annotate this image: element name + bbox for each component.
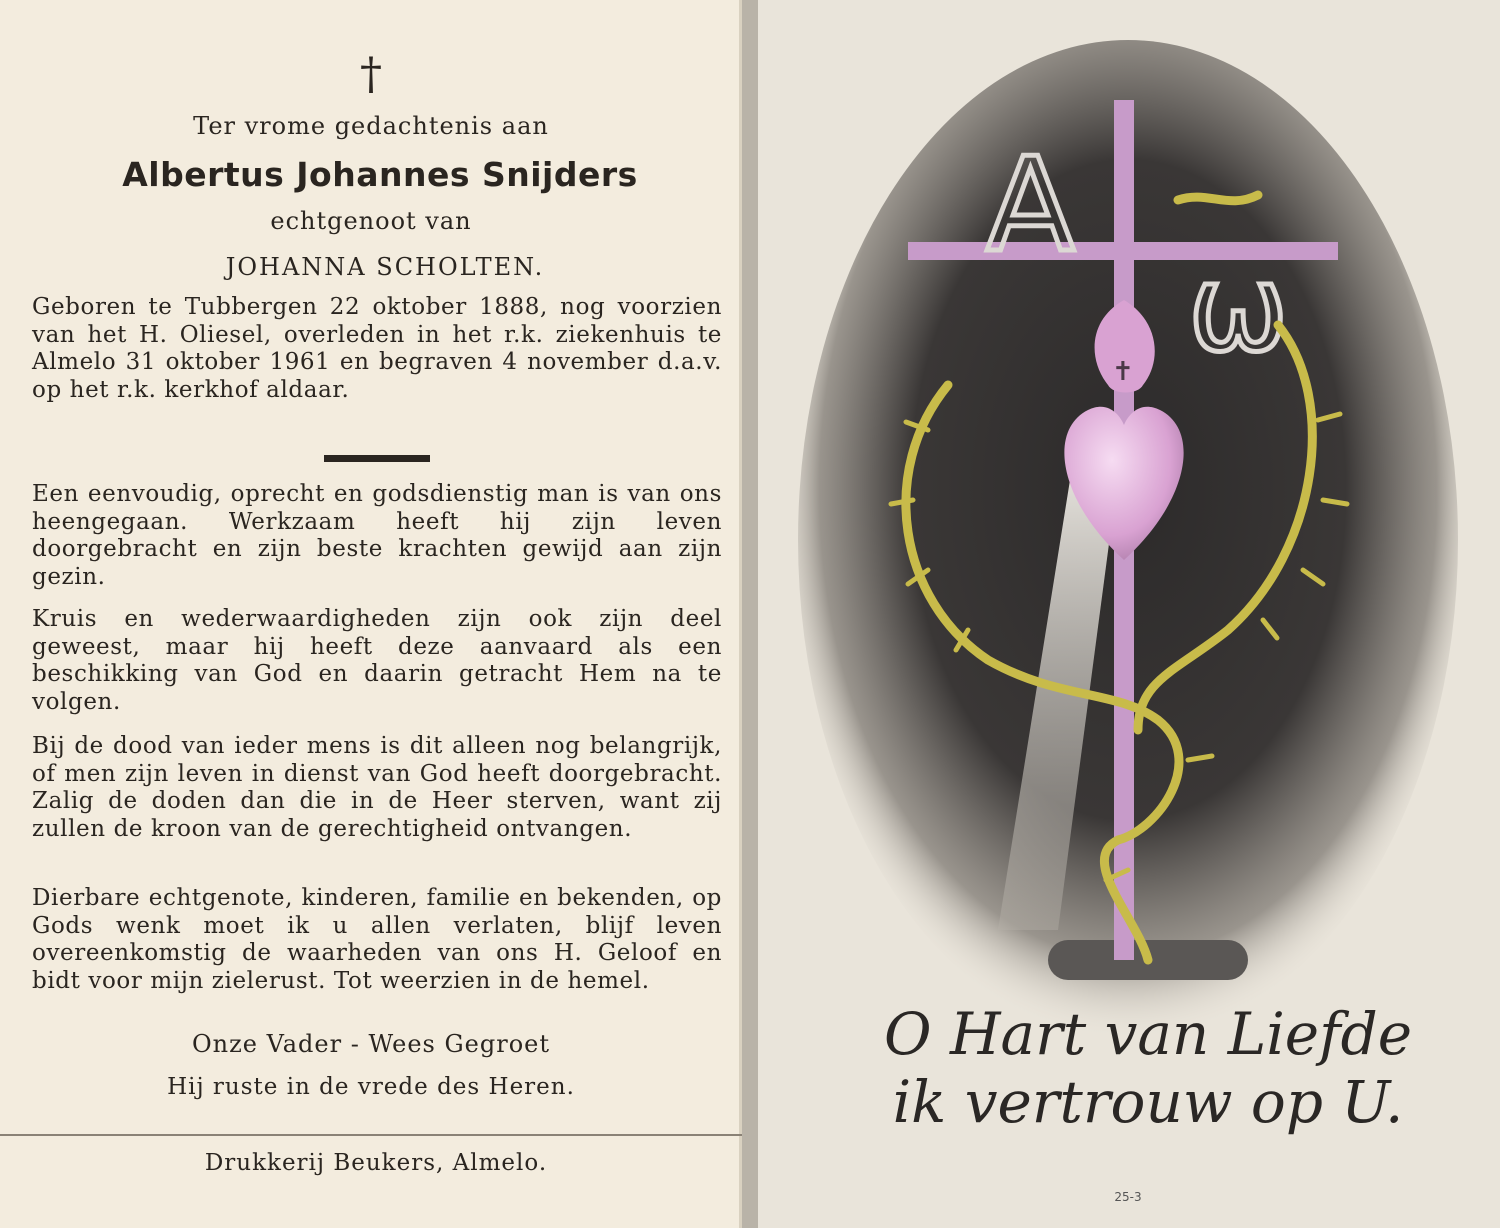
deceased-name: Albertus Johannes Snijders <box>122 155 638 194</box>
text-paragraph: Bij de dood van ieder mens is dit alleen nog belangrijk, of men zijn leven in dienst van God heeft doorgebracht. Zalig de doden dan die in de Heer sterven, want zij zullen de kroon van de gerechtigheid ontvangen. <box>32 733 722 842</box>
intro-line: Ter vrome gedachtenis aan <box>193 112 549 140</box>
text-paragraph: Kruis en wederwaardigheden zijn ook zijn deel geweest, maar hij heeft deze aanvaard als een beschikking van God en daarin getracht Hem na te volgen. <box>32 606 722 715</box>
prayer-line: Onze Vader - Wees Gegroet <box>191 1030 551 1058</box>
text-paragraph: Een eenvoudig, oprecht en godsdienstig man is van ons heengegaan. Werkzaam heeft hij zijn leven doorgebracht en zijn beste krachten gewijd aan zijn gezin. <box>32 481 722 590</box>
cross-icon: † <box>360 49 382 100</box>
spouse-intro: echtgenoot van <box>270 207 472 235</box>
caption-text <box>828 1000 1468 1136</box>
birth-death-paragraph: Geboren te Tubbergen 22 oktober 1888, nog voorzien van het H. Oliesel, overleden in het r.k. ziekenhuis te Almelo 31 oktober 1961 en begraven 4 november d.a.v. op het r.k. kerkhof aldaar. <box>32 294 722 403</box>
text-paragraph: Dierbare echtgenote, kinderen, familie en bekenden, op Gods wenk moet ik u allen verlaten, blijf leven overeenkomstig de waarheden van ons H. Geloof en bidt voor mijn zielerust. Tot weerzien in de hemel. <box>32 885 722 994</box>
printer-credit: Drukkerij Beukers, Almelo. <box>204 1150 548 1176</box>
left-card-text-panel <box>0 0 742 1228</box>
caption-line-2: ik vertrouw op U. <box>892 1068 1404 1136</box>
divider <box>324 455 430 462</box>
flame-cross-symbol: ✝ <box>1112 357 1134 387</box>
alpha-letter: A <box>986 129 1075 281</box>
caption-line-1: O Hart van Liefde <box>883 1000 1413 1068</box>
omega-letter: ω <box>1188 240 1289 379</box>
spouse-name: JOHANNA SCHOLTEN. <box>225 253 545 281</box>
card-number: 25-3 <box>1114 1190 1142 1204</box>
rest-line: Hij ruste in de vrede des Heren. <box>167 1074 575 1100</box>
bottom-rule <box>0 1134 742 1136</box>
right-card-illustration-panel <box>758 0 1500 1228</box>
